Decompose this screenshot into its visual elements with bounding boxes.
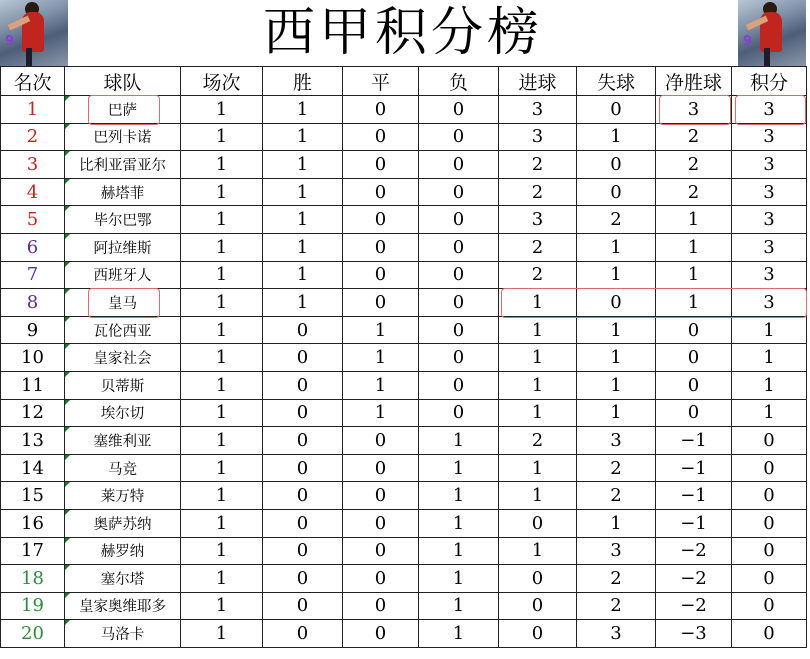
cell-goal-difference: −1 bbox=[656, 454, 732, 482]
cell-goals-against: 1 bbox=[577, 316, 656, 344]
cell-goals-against: 2 bbox=[577, 206, 656, 234]
cell-goals-against: 2 bbox=[577, 454, 656, 482]
cell-rank: 1 bbox=[1, 96, 65, 124]
cell-drawn: 0 bbox=[343, 123, 419, 151]
cell-team-name: 赫罗纳 bbox=[65, 537, 181, 565]
cell-goals-for: 3 bbox=[499, 206, 577, 234]
cell-lost: 1 bbox=[419, 565, 499, 593]
cell-played: 1 bbox=[181, 178, 263, 206]
cell-won: 0 bbox=[263, 509, 343, 537]
cell-points: 0 bbox=[732, 537, 807, 565]
cell-goals-against: 0 bbox=[577, 178, 656, 206]
cell-rank: 16 bbox=[1, 509, 65, 537]
cell-won: 1 bbox=[263, 123, 343, 151]
cell-goals-against: 2 bbox=[577, 565, 656, 593]
cell-goal-difference: −1 bbox=[656, 509, 732, 537]
cell-goals-against: 1 bbox=[577, 371, 656, 399]
col-header-rank: 名次 bbox=[1, 67, 65, 96]
cell-goals-against: 1 bbox=[577, 509, 656, 537]
cell-goals-against: 1 bbox=[577, 233, 656, 261]
cell-drawn: 0 bbox=[343, 289, 419, 317]
cell-lost: 1 bbox=[419, 509, 499, 537]
cell-drawn: 1 bbox=[343, 371, 419, 399]
cell-won: 0 bbox=[263, 427, 343, 455]
cell-team-name: 巴萨 bbox=[65, 96, 181, 124]
cell-team-name: 埃尔切 bbox=[65, 399, 181, 427]
cell-goals-for: 1 bbox=[499, 371, 577, 399]
cell-rank: 2 bbox=[1, 123, 65, 151]
cell-points: 3 bbox=[732, 123, 807, 151]
cell-goals-for: 1 bbox=[499, 482, 577, 510]
cell-drawn: 0 bbox=[343, 509, 419, 537]
table-row bbox=[1, 316, 807, 344]
standings-table bbox=[0, 66, 807, 648]
cell-goal-difference: 0 bbox=[656, 399, 732, 427]
cell-goals-against: 1 bbox=[577, 123, 656, 151]
cell-played: 1 bbox=[181, 151, 263, 179]
cell-drawn: 1 bbox=[343, 399, 419, 427]
cell-rank: 15 bbox=[1, 482, 65, 510]
col-header-lost: 负 bbox=[419, 67, 499, 96]
cell-goals-for: 3 bbox=[499, 96, 577, 124]
cell-goal-difference: 0 bbox=[656, 316, 732, 344]
cell-drawn: 0 bbox=[343, 537, 419, 565]
cell-won: 0 bbox=[263, 371, 343, 399]
cell-won: 1 bbox=[263, 151, 343, 179]
cell-team-name: 赫塔菲 bbox=[65, 178, 181, 206]
cell-drawn: 0 bbox=[343, 427, 419, 455]
table-row bbox=[1, 178, 807, 206]
cell-points: 0 bbox=[732, 509, 807, 537]
cell-lost: 0 bbox=[419, 316, 499, 344]
cell-drawn: 0 bbox=[343, 592, 419, 620]
cell-goal-difference: −2 bbox=[656, 537, 732, 565]
cell-played: 1 bbox=[181, 371, 263, 399]
table-row bbox=[1, 344, 807, 372]
table-row bbox=[1, 509, 807, 537]
cell-rank: 3 bbox=[1, 151, 65, 179]
cell-points: 1 bbox=[732, 316, 807, 344]
cell-rank: 4 bbox=[1, 178, 65, 206]
cell-goals-for: 1 bbox=[499, 399, 577, 427]
table-row bbox=[1, 206, 807, 234]
cell-drawn: 0 bbox=[343, 620, 419, 648]
logo-badge-left: 9 bbox=[5, 34, 15, 49]
cell-played: 1 bbox=[181, 427, 263, 455]
cell-goals-for: 2 bbox=[499, 178, 577, 206]
cell-won: 0 bbox=[263, 316, 343, 344]
cell-goal-difference: 1 bbox=[656, 233, 732, 261]
col-header-goals-for: 进球 bbox=[499, 67, 577, 96]
cell-lost: 1 bbox=[419, 454, 499, 482]
cell-points: 1 bbox=[732, 371, 807, 399]
table-row bbox=[1, 371, 807, 399]
cell-rank: 13 bbox=[1, 427, 65, 455]
table-row bbox=[1, 289, 807, 317]
cell-goals-against: 3 bbox=[577, 620, 656, 648]
cell-team-name: 比利亚雷亚尔 bbox=[65, 151, 181, 179]
cell-goals-for: 2 bbox=[499, 261, 577, 289]
cell-rank: 7 bbox=[1, 261, 65, 289]
cell-team-name: 莱万特 bbox=[65, 482, 181, 510]
cell-goals-for: 3 bbox=[499, 123, 577, 151]
table-row bbox=[1, 261, 807, 289]
cell-played: 1 bbox=[181, 123, 263, 151]
cell-lost: 0 bbox=[419, 96, 499, 124]
cell-goal-difference: 1 bbox=[656, 289, 732, 317]
cell-rank: 12 bbox=[1, 399, 65, 427]
cell-rank: 17 bbox=[1, 537, 65, 565]
cell-goals-for: 2 bbox=[499, 427, 577, 455]
cell-team-name: 塞维利亚 bbox=[65, 427, 181, 455]
cell-rank: 5 bbox=[1, 206, 65, 234]
cell-goal-difference: 2 bbox=[656, 178, 732, 206]
cell-lost: 0 bbox=[419, 399, 499, 427]
cell-drawn: 0 bbox=[343, 261, 419, 289]
cell-goals-for: 0 bbox=[499, 565, 577, 593]
cell-played: 1 bbox=[181, 399, 263, 427]
cell-points: 3 bbox=[732, 233, 807, 261]
player-logo-right bbox=[738, 0, 806, 66]
cell-goals-against: 3 bbox=[577, 427, 656, 455]
cell-played: 1 bbox=[181, 233, 263, 261]
title-bar bbox=[0, 0, 806, 67]
cell-lost: 1 bbox=[419, 482, 499, 510]
cell-played: 1 bbox=[181, 592, 263, 620]
cell-rank: 11 bbox=[1, 371, 65, 399]
cell-team-name: 马竞 bbox=[65, 454, 181, 482]
cell-points: 0 bbox=[732, 427, 807, 455]
col-header-won: 胜 bbox=[263, 67, 343, 96]
cell-points: 0 bbox=[732, 454, 807, 482]
cell-won: 0 bbox=[263, 399, 343, 427]
cell-points: 3 bbox=[732, 96, 807, 124]
cell-lost: 1 bbox=[419, 620, 499, 648]
cell-lost: 0 bbox=[419, 123, 499, 151]
cell-played: 1 bbox=[181, 620, 263, 648]
cell-goal-difference: 1 bbox=[656, 206, 732, 234]
cell-points: 3 bbox=[732, 178, 807, 206]
cell-played: 1 bbox=[181, 261, 263, 289]
cell-drawn: 1 bbox=[343, 344, 419, 372]
cell-goal-difference: −3 bbox=[656, 620, 732, 648]
cell-goals-against: 1 bbox=[577, 261, 656, 289]
cell-team-name: 皇家社会 bbox=[65, 344, 181, 372]
cell-goals-against: 1 bbox=[577, 399, 656, 427]
cell-lost: 0 bbox=[419, 344, 499, 372]
page-title: 西甲积分榜 bbox=[262, 3, 543, 63]
cell-goal-difference: −1 bbox=[656, 482, 732, 510]
table-row bbox=[1, 233, 807, 261]
col-header-goal-difference: 净胜球 bbox=[656, 67, 732, 96]
table-row bbox=[1, 592, 807, 620]
cell-won: 1 bbox=[263, 233, 343, 261]
cell-rank: 14 bbox=[1, 454, 65, 482]
cell-goals-for: 2 bbox=[499, 151, 577, 179]
cell-goals-for: 1 bbox=[499, 289, 577, 317]
cell-goals-for: 0 bbox=[499, 509, 577, 537]
cell-lost: 1 bbox=[419, 592, 499, 620]
cell-drawn: 0 bbox=[343, 178, 419, 206]
cell-points: 3 bbox=[732, 206, 807, 234]
cell-lost: 0 bbox=[419, 151, 499, 179]
cell-goals-against: 0 bbox=[577, 289, 656, 317]
cell-won: 0 bbox=[263, 592, 343, 620]
table-row bbox=[1, 565, 807, 593]
cell-goals-for: 1 bbox=[499, 316, 577, 344]
cell-goal-difference: 1 bbox=[656, 261, 732, 289]
cell-rank: 18 bbox=[1, 565, 65, 593]
cell-played: 1 bbox=[181, 565, 263, 593]
cell-won: 0 bbox=[263, 454, 343, 482]
cell-goals-against: 2 bbox=[577, 592, 656, 620]
cell-lost: 0 bbox=[419, 261, 499, 289]
cell-won: 0 bbox=[263, 620, 343, 648]
cell-won: 1 bbox=[263, 206, 343, 234]
cell-lost: 0 bbox=[419, 178, 499, 206]
cell-played: 1 bbox=[181, 344, 263, 372]
cell-goals-against: 1 bbox=[577, 344, 656, 372]
cell-won: 1 bbox=[263, 289, 343, 317]
cell-points: 0 bbox=[732, 565, 807, 593]
cell-won: 0 bbox=[263, 537, 343, 565]
cell-drawn: 0 bbox=[343, 96, 419, 124]
cell-points: 1 bbox=[732, 399, 807, 427]
cell-played: 1 bbox=[181, 206, 263, 234]
cell-drawn: 0 bbox=[343, 151, 419, 179]
cell-lost: 0 bbox=[419, 371, 499, 399]
cell-goal-difference: 0 bbox=[656, 371, 732, 399]
cell-goals-against: 3 bbox=[577, 537, 656, 565]
table-row bbox=[1, 482, 807, 510]
cell-goals-for: 1 bbox=[499, 537, 577, 565]
cell-goal-difference: −1 bbox=[656, 427, 732, 455]
cell-points: 0 bbox=[732, 482, 807, 510]
col-header-team: 球队 bbox=[65, 67, 181, 96]
cell-team-name: 毕尔巴鄂 bbox=[65, 206, 181, 234]
cell-won: 0 bbox=[263, 344, 343, 372]
cell-played: 1 bbox=[181, 289, 263, 317]
cell-points: 3 bbox=[732, 151, 807, 179]
cell-rank: 9 bbox=[1, 316, 65, 344]
cell-drawn: 0 bbox=[343, 482, 419, 510]
col-header-drawn: 平 bbox=[343, 67, 419, 96]
cell-drawn: 0 bbox=[343, 454, 419, 482]
table-row bbox=[1, 454, 807, 482]
cell-goals-for: 2 bbox=[499, 233, 577, 261]
cell-goal-difference: 3 bbox=[656, 96, 732, 124]
cell-goal-difference: −2 bbox=[656, 592, 732, 620]
cell-rank: 19 bbox=[1, 592, 65, 620]
cell-team-name: 塞尔塔 bbox=[65, 565, 181, 593]
cell-won: 1 bbox=[263, 178, 343, 206]
cell-lost: 0 bbox=[419, 289, 499, 317]
cell-goal-difference: 2 bbox=[656, 123, 732, 151]
cell-rank: 20 bbox=[1, 620, 65, 648]
cell-team-name: 阿拉维斯 bbox=[65, 233, 181, 261]
table-row bbox=[1, 427, 807, 455]
table-row bbox=[1, 537, 807, 565]
cell-team-name: 马洛卡 bbox=[65, 620, 181, 648]
cell-drawn: 0 bbox=[343, 233, 419, 261]
cell-team-name: 贝蒂斯 bbox=[65, 371, 181, 399]
table-row bbox=[1, 96, 807, 124]
logo-badge-right: 9 bbox=[743, 34, 753, 49]
cell-rank: 6 bbox=[1, 233, 65, 261]
cell-goals-against: 2 bbox=[577, 482, 656, 510]
col-header-played: 场次 bbox=[181, 67, 263, 96]
cell-team-name: 皇家奥维耶多 bbox=[65, 592, 181, 620]
cell-lost: 1 bbox=[419, 427, 499, 455]
cell-points: 3 bbox=[732, 261, 807, 289]
col-header-points: 积分 bbox=[732, 67, 807, 96]
table-row bbox=[1, 620, 807, 648]
cell-won: 1 bbox=[263, 261, 343, 289]
cell-points: 1 bbox=[732, 344, 807, 372]
cell-drawn: 0 bbox=[343, 565, 419, 593]
cell-drawn: 0 bbox=[343, 206, 419, 234]
cell-played: 1 bbox=[181, 316, 263, 344]
cell-goal-difference: −2 bbox=[656, 565, 732, 593]
cell-played: 1 bbox=[181, 96, 263, 124]
cell-goal-difference: 2 bbox=[656, 151, 732, 179]
cell-team-name: 奥萨苏纳 bbox=[65, 509, 181, 537]
cell-goals-for: 0 bbox=[499, 620, 577, 648]
standings-body bbox=[1, 96, 807, 648]
cell-played: 1 bbox=[181, 454, 263, 482]
table-row bbox=[1, 151, 807, 179]
cell-team-name: 巴列卡诺 bbox=[65, 123, 181, 151]
cell-team-name: 西班牙人 bbox=[65, 261, 181, 289]
cell-lost: 0 bbox=[419, 206, 499, 234]
cell-goals-for: 0 bbox=[499, 592, 577, 620]
cell-lost: 0 bbox=[419, 233, 499, 261]
cell-points: 0 bbox=[732, 620, 807, 648]
cell-goals-for: 1 bbox=[499, 454, 577, 482]
cell-points: 0 bbox=[732, 592, 807, 620]
cell-goals-for: 1 bbox=[499, 344, 577, 372]
cell-rank: 8 bbox=[1, 289, 65, 317]
cell-team-name: 皇马 bbox=[65, 289, 181, 317]
table-row bbox=[1, 399, 807, 427]
cell-played: 1 bbox=[181, 509, 263, 537]
cell-rank: 10 bbox=[1, 344, 65, 372]
cell-goals-against: 0 bbox=[577, 96, 656, 124]
cell-drawn: 1 bbox=[343, 316, 419, 344]
cell-played: 1 bbox=[181, 537, 263, 565]
cell-goal-difference: 0 bbox=[656, 344, 732, 372]
cell-won: 0 bbox=[263, 565, 343, 593]
col-header-goals-against: 失球 bbox=[577, 67, 656, 96]
cell-goals-against: 0 bbox=[577, 151, 656, 179]
cell-lost: 1 bbox=[419, 537, 499, 565]
cell-points: 3 bbox=[732, 289, 807, 317]
cell-won: 0 bbox=[263, 482, 343, 510]
cell-won: 1 bbox=[263, 96, 343, 124]
cell-played: 1 bbox=[181, 482, 263, 510]
cell-team-name: 瓦伦西亚 bbox=[65, 316, 181, 344]
table-row bbox=[1, 123, 807, 151]
header-row bbox=[1, 67, 807, 96]
